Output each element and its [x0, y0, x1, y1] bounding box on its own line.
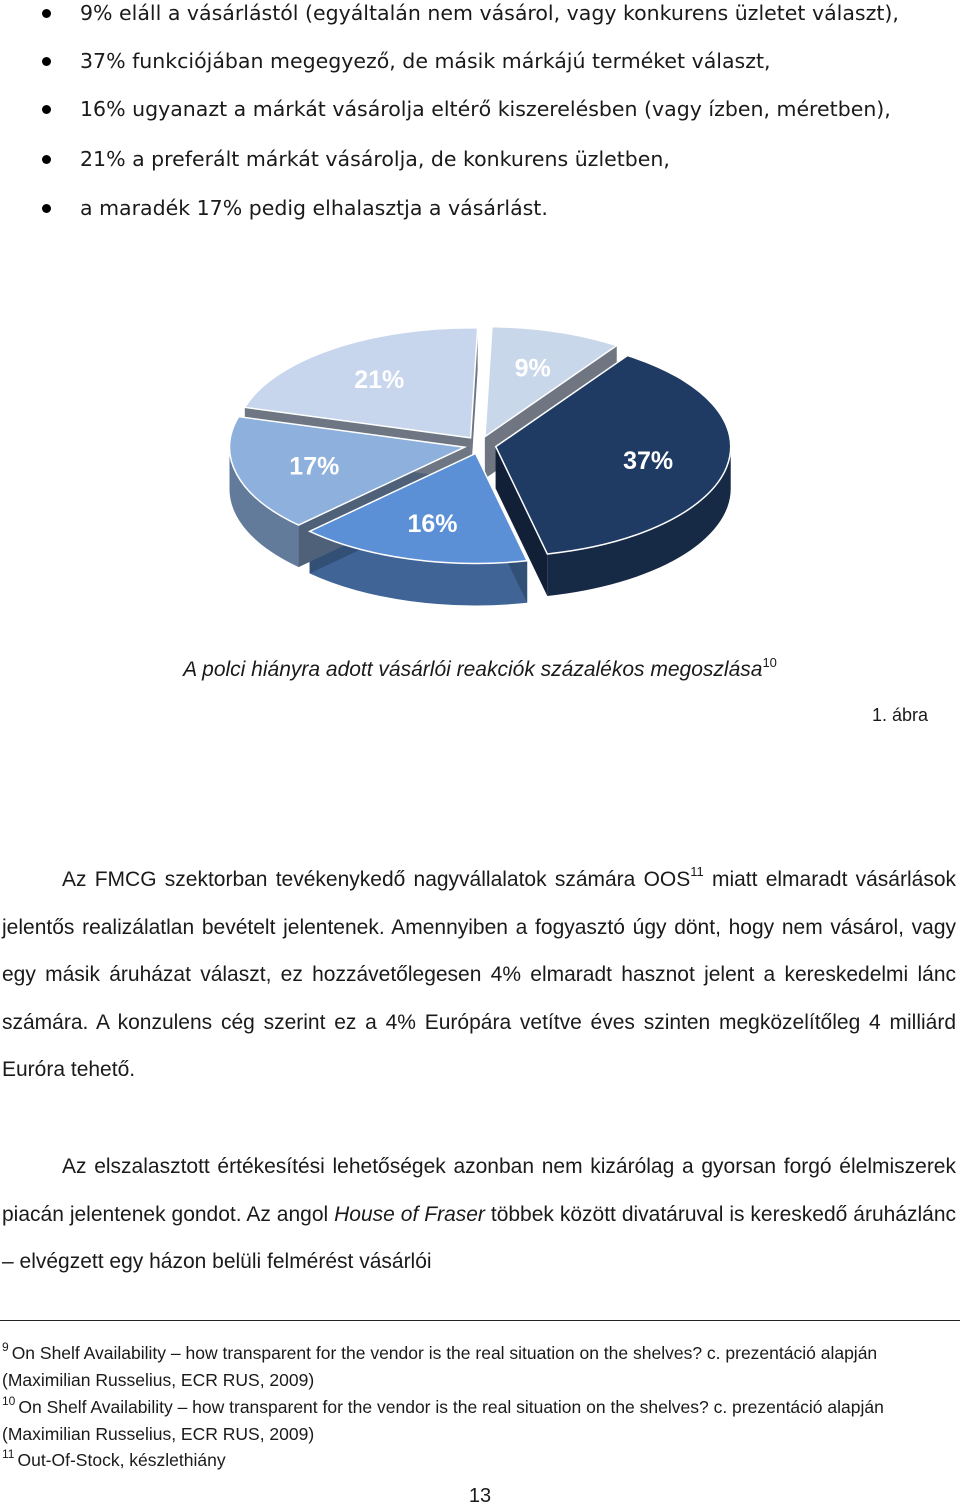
footnote-number: 9	[2, 1340, 9, 1354]
paragraph-1	[2, 856, 956, 1094]
list-item	[80, 0, 899, 26]
figure-number: 1. ábra	[871, 705, 928, 725]
list-item	[80, 96, 891, 122]
caption-text: A polci hiányra adott vásárlói reakciók százalékos megoszlása	[183, 658, 763, 681]
list-item-text: 9% eláll a vásárlástól (egyáltalán nem vásárol, vagy konkurens üzletet választ),	[80, 1, 899, 25]
footnote-text: Out-Of-Stock, készlethiány	[17, 1450, 226, 1470]
italic-title: House of Fraser	[334, 1202, 485, 1226]
caption-footnote-ref: 10	[762, 655, 777, 670]
list-item-text: 37% funkciójában megegyező, de másik márkájú terméket választ,	[80, 49, 771, 73]
pie-slice-label: 17%	[289, 452, 340, 481]
footnote	[2, 1334, 952, 1394]
list-item-text: 21% a preferált márkát vásárolja, de konkurens üzletben,	[80, 147, 670, 171]
bullet-icon	[42, 9, 51, 18]
footnote-number: 10	[2, 1394, 16, 1408]
page-number: 13	[468, 1485, 492, 1507]
bullet-icon	[42, 204, 51, 213]
footnote-separator	[0, 1320, 960, 1321]
pie-slice-label: 9%	[514, 354, 551, 383]
footnote-text: On Shelf Availability – how transparent for the vendor is the real situation on the shelves? c. prezentáció alapján (Maximilian Russelius, ECR RUS, 2009)	[2, 1343, 878, 1390]
pie-slice-label: 37%	[623, 447, 674, 476]
list-item-text: 16% ugyanazt a márkát vásárolja eltérő kiszerelésben (vagy ízben, méretben),	[80, 97, 891, 121]
list-item	[80, 195, 548, 221]
paragraph-text: Az FMCG szektorban tevékenykedő nagyvállalatok számára OOS	[62, 868, 691, 891]
footnote	[2, 1441, 952, 1474]
footnote	[2, 1388, 952, 1448]
paragraph-text: miatt elmaradt vásárlások jelentős realizálatlan bevételt jelentenek. Amennyiben a fogyasztó úgy dönt, hogy nem vásárol, vagy egy másik áruházat választ, ez hozzávetőlegesen 4% elmaradt hasznot jelent a kereskedelmi lánc számára. A konzulens cég szerint ez a 4% Európára vetítve éves szinten megközelítőleg 4 milliárd Euróra tehető.	[2, 868, 956, 1081]
footnote-ref: 11	[690, 864, 704, 879]
footnote-text: On Shelf Availability – how transparent for the vendor is the real situation on the shelves? c. prezentáció alapján (Maximilian Russelius, ECR RUS, 2009)	[2, 1397, 884, 1444]
pie-slice-label: 21%	[354, 366, 405, 395]
figure-caption	[0, 655, 960, 682]
paragraph-text: Az elszalasztott értékesítési lehetőségek azonban nem kizárólag a gyorsan forgó élelmiszerek piacán jelentenek gondot. Az angol	[2, 1155, 956, 1226]
bullet-icon	[42, 105, 51, 114]
footnote-number: 11	[2, 1447, 15, 1461]
list-item	[80, 146, 670, 172]
bullet-icon	[42, 57, 51, 66]
list-item-text: a maradék 17% pedig elhalasztja a vásárlást.	[80, 196, 548, 220]
pie-slice-label: 16%	[407, 510, 458, 539]
pie-chart	[195, 325, 765, 625]
paragraph-text: többek között divatáruval is kereskedő áruházlánc – elvégzett egy házon belüli felmérést vásárlói	[2, 1202, 956, 1273]
list-item	[80, 48, 771, 74]
bullet-icon	[42, 155, 51, 164]
paragraph-2	[2, 1143, 956, 1286]
